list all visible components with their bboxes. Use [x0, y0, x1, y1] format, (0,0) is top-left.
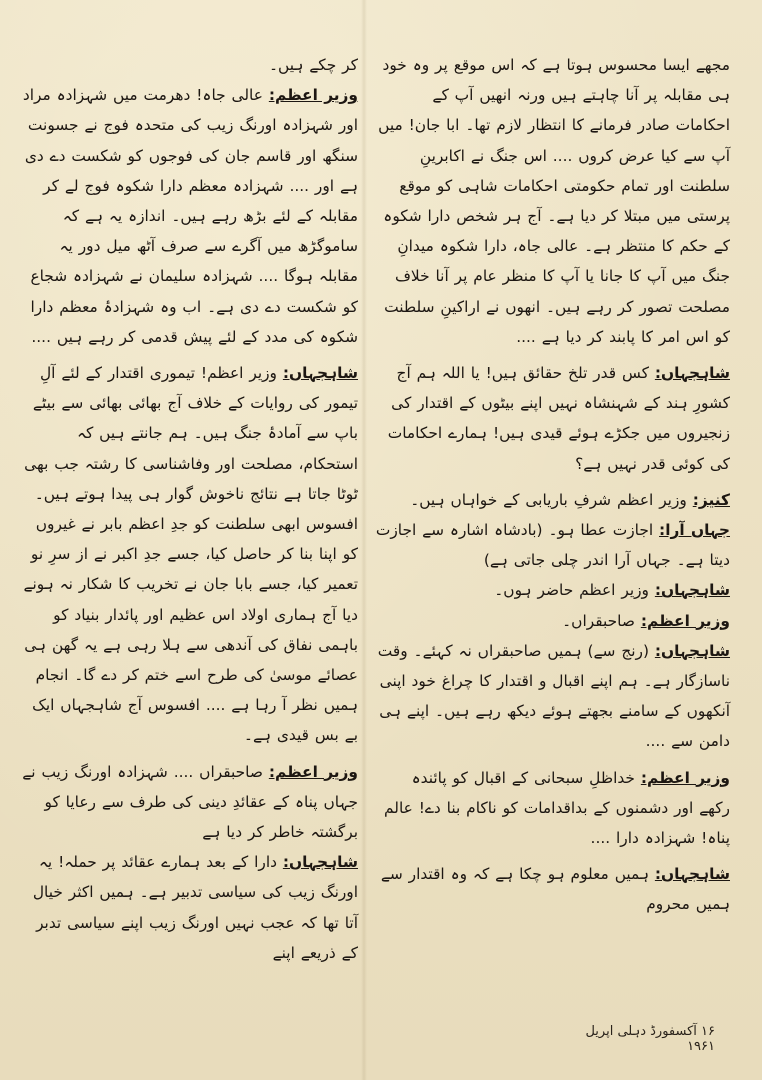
speaker-label: وزیر اعظم:	[640, 611, 730, 630]
speaker-label: شاہجہاں:	[282, 364, 358, 383]
dialogue-text: ہمیں معلوم ہو چکا ہے کہ وہ اقتدار سے ہمیں محروم	[380, 865, 730, 914]
page-footer: ۱۶ آکسفورڈ دہلی اپریل ۱۹۶۱	[585, 1024, 715, 1054]
dialogue-text: کس قدر تلخ حقائق ہیں! یا اللہ ہم آج کشورِ ہند کے شہنشاہ نہیں اپنے بیٹوں کے اقتدار کی زنجیروں میں جکڑے ہوئے قیدی ہیں! ہمارے احکامات کی کوئی قدر نہیں ہے؟	[387, 364, 730, 473]
right-column	[375, 50, 730, 920]
dialogue-text: دارا کے بعد ہمارے عقائد پر حملہ! یہ اورنگ زیب کی سیاسی تدبیر ہے۔ ہمیں اکثر خیال آتا تھا کہ عجب نہیں اورنگ زیب اپنے سیاسی تدبر کے ذریعے اپنے	[32, 853, 358, 962]
dialogue-text: وزیر اعظم شرفِ باریابی کے خواہاں ہیں۔	[410, 490, 687, 509]
left-column	[18, 50, 358, 968]
dialogue-text: صاحبقراں .... شہزادہ اورنگ زیب نے جہاں پناہ کے عقائدِ دینی کی طرف سے رعایا کو برگشتہ خاطر کر دیا ہے	[22, 762, 358, 842]
speaker-label: شاہجہاں:	[282, 853, 358, 872]
paragraph	[375, 358, 730, 479]
paragraph	[375, 485, 730, 515]
paragraph	[375, 859, 730, 919]
speaker-label: شاہجہاں:	[654, 641, 730, 660]
speaker-label: جہاں آرا:	[659, 521, 730, 540]
speaker-label: کنیز:	[692, 490, 730, 509]
speaker-label: شاہجہاں:	[654, 865, 730, 884]
dialogue-text: خداظلِ سبحانی کے اقبال کو پائندہ رکھے اور دشمنوں کے بداقدامات کو ناکام بنا دے! عالم پناہ! شہزادہ دارا ....	[384, 768, 730, 848]
paragraph	[375, 636, 730, 757]
speaker-label: وزیر اعظم:	[268, 86, 358, 105]
speaker-label: شاہجہاں:	[654, 364, 730, 383]
page-fold	[361, 0, 367, 1080]
dialogue-text: مجھے ایسا محسوس ہوتا ہے کہ اس موقع پر وہ خود ہی مقابلہ پر آنا چاہتے ہیں ورنہ انھیں آپ کے احکامات صادر فرمانے کا انتظار لازم تھا۔ ابا جان! میں آپ سے کیا عرض کروں .... اس جنگ نے اکابرینِ سلطنت اور تمام حکومتی احکامات شاہی کو موقع پرستی میں مبتلا کر دیا ہے۔ آج ہر شخص دارا شکوہ کے حکم کا منتظر ہے۔ عالی جاہ، دارا شکوہ میدانِ جنگ میں آپ کا جانا یا آپ کا منظر عام پر آنا خلاف مصلحت تصور کر رہے ہیں۔ انھوں نے اراکینِ سلطنت کو اس امر کا پابند کر دیا ہے ....	[378, 56, 730, 346]
paragraph	[375, 763, 730, 854]
speaker-label: وزیر اعظم:	[640, 768, 730, 787]
paragraph	[375, 575, 730, 605]
dialogue-text: وزیر اعظم! تیموری اقتدار کے لئے آلِ تیمور کی روایات کے خلاف آج بھائی بھائی سے بیٹے باپ سے آمادۂ جنگ ہیں۔ ہم جانتے ہیں کہ استحکام، مصلحت اور وفاشناسی کا رشتہ جب بھی ٹوٹا جاتا ہے نتائج ناخوش گوار ہی پیدا ہوتے ہیں۔ افسوس ابھی سلطنت کو جدِ اعظم بابر نے غیروں کو اپنا بنا کر حاصل کیا، جسے جدِ اکبر نے از سرِ نو تعمیر کیا، جسے بابا جان نے تخریب کا شکار نہ ہونے دیا آج ہماری اولاد اس عظیم اور پائدار بنیاد کو باہمی نفاق کی آندھی سے ہلا رہی ہے یہ گھن ہی عصائے موسیٰ کی طرح اسے ختم کر دے گا۔ انجام ہمیں نظر آ رہا ہے .... افسوس آج شاہجہاں ایک بے بس قیدی ہے۔	[23, 364, 358, 745]
dialogue-text: (رنج سے) ہمیں صاحبقراں نہ کہئے۔ وقت ناسازگار ہے۔ ہم اپنے اقبال و اقتدار کا چراغ خود اپنی آنکھوں کے سامنے بجھتے ہوئے دیکھ رہے ہیں۔ اپنے ہی دامن سے ....	[377, 641, 730, 751]
paragraph	[18, 50, 358, 80]
paragraph	[18, 358, 358, 751]
speaker-label: شاہجہاں:	[654, 581, 730, 600]
paragraph	[18, 757, 358, 848]
paragraph	[375, 515, 730, 575]
paragraph	[375, 606, 730, 636]
dialogue-text: اجازت عطا ہو۔ (بادشاہ اشارہ سے اجازت دیتا ہے۔ جہاں آرا اندر چلی جاتی ہے)	[375, 521, 730, 570]
speaker-label: وزیر اعظم:	[268, 762, 358, 781]
paragraph	[18, 80, 358, 352]
dialogue-text: عالی جاہ! دھرمت میں شہزادہ مراد اور شہزادہ اورنگ زیب کی متحدہ فوج نے جسونت سنگھ اور قاسم جان کی فوجوں کو شکست دے دی ہے اور .... شہزادہ معظم دارا شکوہ فوج لے کر مقابلہ کے لئے بڑھ رہے ہیں۔ اندازہ یہ ہے کہ ساموگڑھ میں آگرے سے صرف آٹھ میل دور یہ مقابلہ ہوگا .... شہزادہ سلیمان نے شہزادہ شجاع کو شکست دے دی ہے۔ اب وہ شہزادۂ معظم دارا شکوہ کی مدد کے لئے پیش قدمی کر رہے ہیں ....	[22, 86, 358, 346]
paragraph	[375, 50, 730, 352]
dialogue-text: وزیر اعظم حاضر ہوں۔	[494, 581, 649, 600]
paragraph	[18, 847, 358, 968]
dialogue-text: صاحبقراں۔	[562, 611, 635, 630]
dialogue-text: کر چکے ہیں۔	[268, 56, 358, 74]
